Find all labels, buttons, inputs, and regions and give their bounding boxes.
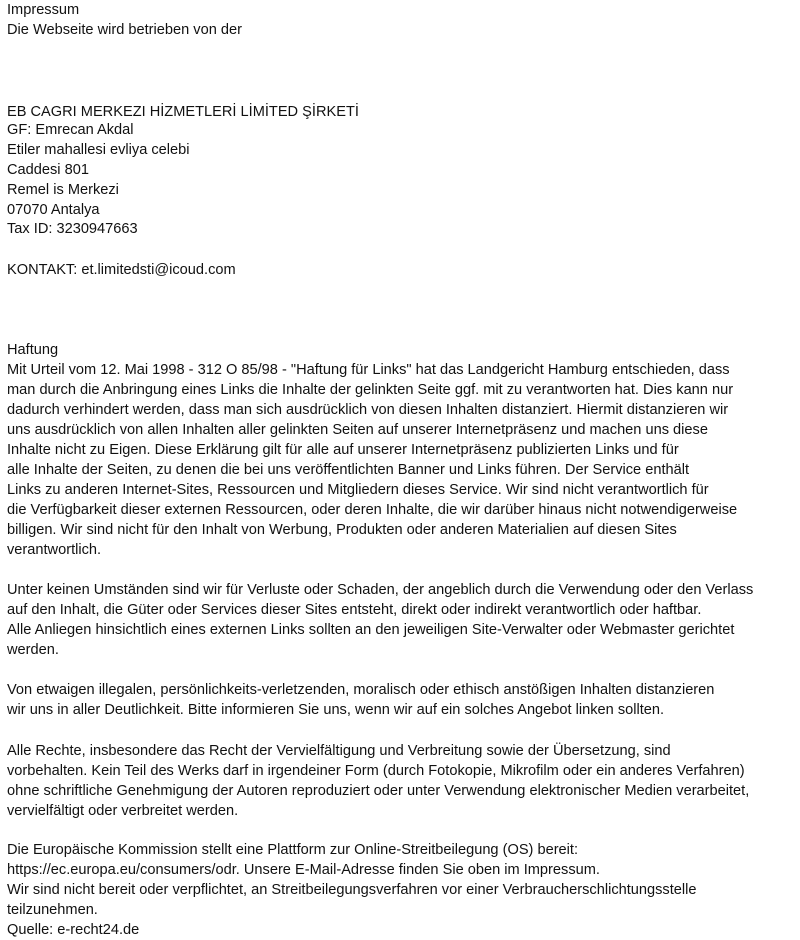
impressum-title: Impressum	[7, 2, 80, 18]
paragraph-line: Links zu anderen Internet-Sites, Ressourcen und Mitgliedern dieses Service. Wir sind nicht verantwortlich für	[7, 482, 709, 498]
address-line: Etiler mahallesi evliya celebi	[7, 142, 190, 158]
paragraph-line: vorbehalten. Kein Teil des Werks darf in irgendeiner Form (durch Fotokopie, Mikrofilm oder ein anderes Verfahren)	[7, 763, 745, 779]
paragraph-line: teilzunehmen.	[7, 902, 98, 918]
address-line: 07070 Antalya	[7, 202, 100, 218]
address-line: Caddesi 801	[7, 162, 89, 178]
paragraph-line: Alle Rechte, insbesondere das Recht der Vervielfältigung und Verbreitung sowie der Übersetzung, sind	[7, 743, 671, 759]
company-name: EB CAGRI MERKEZI HİZMETLERİ LİMİTED ŞİRKETİ	[7, 104, 359, 120]
paragraph-line: Die Europäische Kommission stellt eine Plattform zur Online-Streitbeilegung (OS) bereit:	[7, 842, 579, 858]
haftung-title: Haftung	[7, 342, 59, 358]
paragraph-line: verantwortlich.	[7, 542, 102, 558]
address-line: Remel is Merkezi	[7, 182, 119, 198]
odr-link-line: https://ec.europa.eu/consumers/odr. Unsere E-Mail-Adresse finden Sie oben im Impressum.	[7, 862, 600, 878]
source-line: Quelle: e-recht24.de	[7, 922, 140, 938]
contact-line: KONTAKT: et.limitedsti@icoud.com	[7, 262, 236, 278]
paragraph-line: Unter keinen Umständen sind wir für Verluste oder Schaden, der angeblich durch die Verwendung oder den Verlass	[7, 582, 754, 598]
paragraph-line: man durch die Anbringung eines Links die Inhalte der gelinkten Seite ggf. mit zu verantworten hat. Dies kann nur	[7, 382, 734, 398]
paragraph-line: Wir sind nicht bereit oder verpflichtet, an Streitbeilegungsverfahren vor einer Verbraucherschlichtungsstelle	[7, 882, 697, 898]
paragraph-line: billigen. Wir sind nicht für den Inhalt von Werbung, Produkten oder anderen Materialien auf diesen Sites	[7, 522, 677, 538]
paragraph-line: wir uns in aller Deutlichkeit. Bitte informieren Sie uns, wenn wir auf ein solches Angebot linken sollten.	[7, 702, 665, 718]
paragraph-line: werden.	[7, 642, 59, 658]
paragraph-line: Von etwaigen illegalen, persönlichkeits-verletzenden, moralisch oder ethisch anstößigen Inhalten distanzieren	[7, 682, 715, 698]
impressum-intro: Die Webseite wird betrieben von der	[7, 22, 242, 38]
paragraph-line: ohne schriftliche Genehmigung der Autoren reproduziert oder unter Verwendung elektronischer Medien verarbeitet,	[7, 783, 750, 799]
paragraph-line: alle Inhalte der Seiten, zu denen die bei uns veröffentlichten Banner und Links führen. Der Service enthält	[7, 462, 690, 478]
paragraph-line: auf den Inhalt, die Güter oder Services dieser Sites entsteht, direkt oder indirekt verantwortlich oder haftbar.	[7, 602, 702, 618]
paragraph-line: Inhalte nicht zu Eigen. Diese Erklärung gilt für alle auf unserer Internetpräsenz publizierten Links und für	[7, 442, 679, 458]
paragraph-line: uns ausdrücklich von allen Inhalten aller gelinkten Seiten auf unserer Internetpräsenz und machen uns diese	[7, 422, 708, 438]
paragraph-line: dadurch verhindert werden, dass man sich ausdrücklich von diesen Inhalten distanziert. Hiermit distanzieren wir	[7, 402, 729, 418]
paragraph-line: Mit Urteil vom 12. Mai 1998 - 312 O 85/98 - "Haftung für Links" hat das Landgericht Hamburg entschieden, dass	[7, 362, 730, 378]
paragraph-line: vervielfältigt oder verbreitet werden.	[7, 803, 239, 819]
address-line: GF: Emrecan Akdal	[7, 122, 134, 138]
tax-id: Tax ID: 3230947663	[7, 221, 138, 237]
paragraph-line: Alle Anliegen hinsichtlich eines externen Links sollten an den jeweiligen Site-Verwalter oder Webmaster gerichtet	[7, 622, 735, 638]
paragraph-line: die Verfügbarkeit dieser externen Ressourcen, oder deren Inhalte, die wir darüber hinaus nicht notwendigerweise	[7, 502, 738, 518]
